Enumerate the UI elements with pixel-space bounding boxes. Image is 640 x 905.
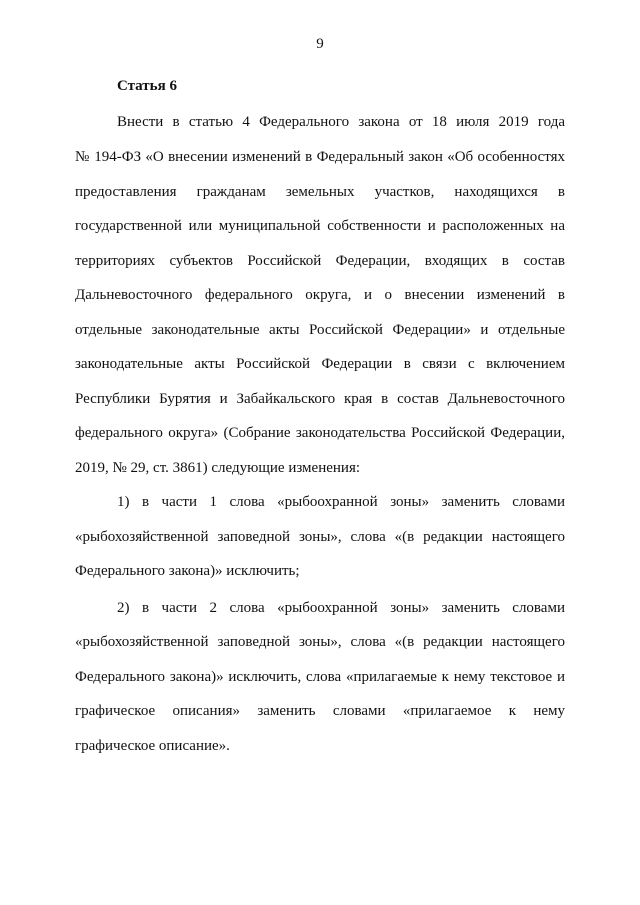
list-item-line: Федерального закона)» исключить, слова «прилагаемые к нему текстовое и — [75, 669, 565, 685]
body-line: территориях субъектов Российской Федерации, входящих в состав — [75, 253, 565, 269]
body-line: Дальневосточного федерального округа, и о внесении изменений в — [75, 287, 565, 303]
list-item-line: графическое описание». — [75, 738, 230, 754]
list-item-line: 1) в части 1 слова «рыбоохранной зоны» заменить словами — [117, 494, 565, 510]
page-number: 9 — [316, 36, 324, 52]
body-line: Внести в статью 4 Федерального закона от 18 июля 2019 года — [117, 114, 565, 130]
list-item-line: 2) в части 2 слова «рыбоохранной зоны» заменить словами — [117, 600, 565, 616]
body-line: Республики Бурятия и Забайкальского края в состав Дальневосточного — [75, 391, 565, 407]
body-line: отдельные законодательные акты Российской Федерации» и отдельные — [75, 322, 565, 338]
list-item-line: «рыбохозяйственной заповедной зоны», слова «(в редакции настоящего — [75, 529, 565, 545]
list-item-line: графическое описания» заменить словами «прилагаемое к нему — [75, 703, 565, 719]
article-title: Статья 6 — [117, 78, 177, 94]
body-line: 2019, № 29, ст. 3861) следующие изменения: — [75, 460, 361, 476]
list-item-line: Федерального закона)» исключить; — [75, 563, 300, 579]
body-line: государственной или муниципальной собственности и расположенных на — [75, 218, 565, 234]
body-line: законодательные акты Российской Федерации в связи с включением — [75, 356, 565, 372]
body-line: № 194-ФЗ «О внесении изменений в Федеральный закон «Об особенностях — [75, 149, 565, 165]
list-item-line: «рыбохозяйственной заповедной зоны», слова «(в редакции настоящего — [75, 634, 565, 650]
body-line: предоставления гражданам земельных участков, находящихся в — [75, 184, 565, 200]
body-line: федерального округа» (Собрание законодательства Российской Федерации, — [75, 425, 565, 441]
